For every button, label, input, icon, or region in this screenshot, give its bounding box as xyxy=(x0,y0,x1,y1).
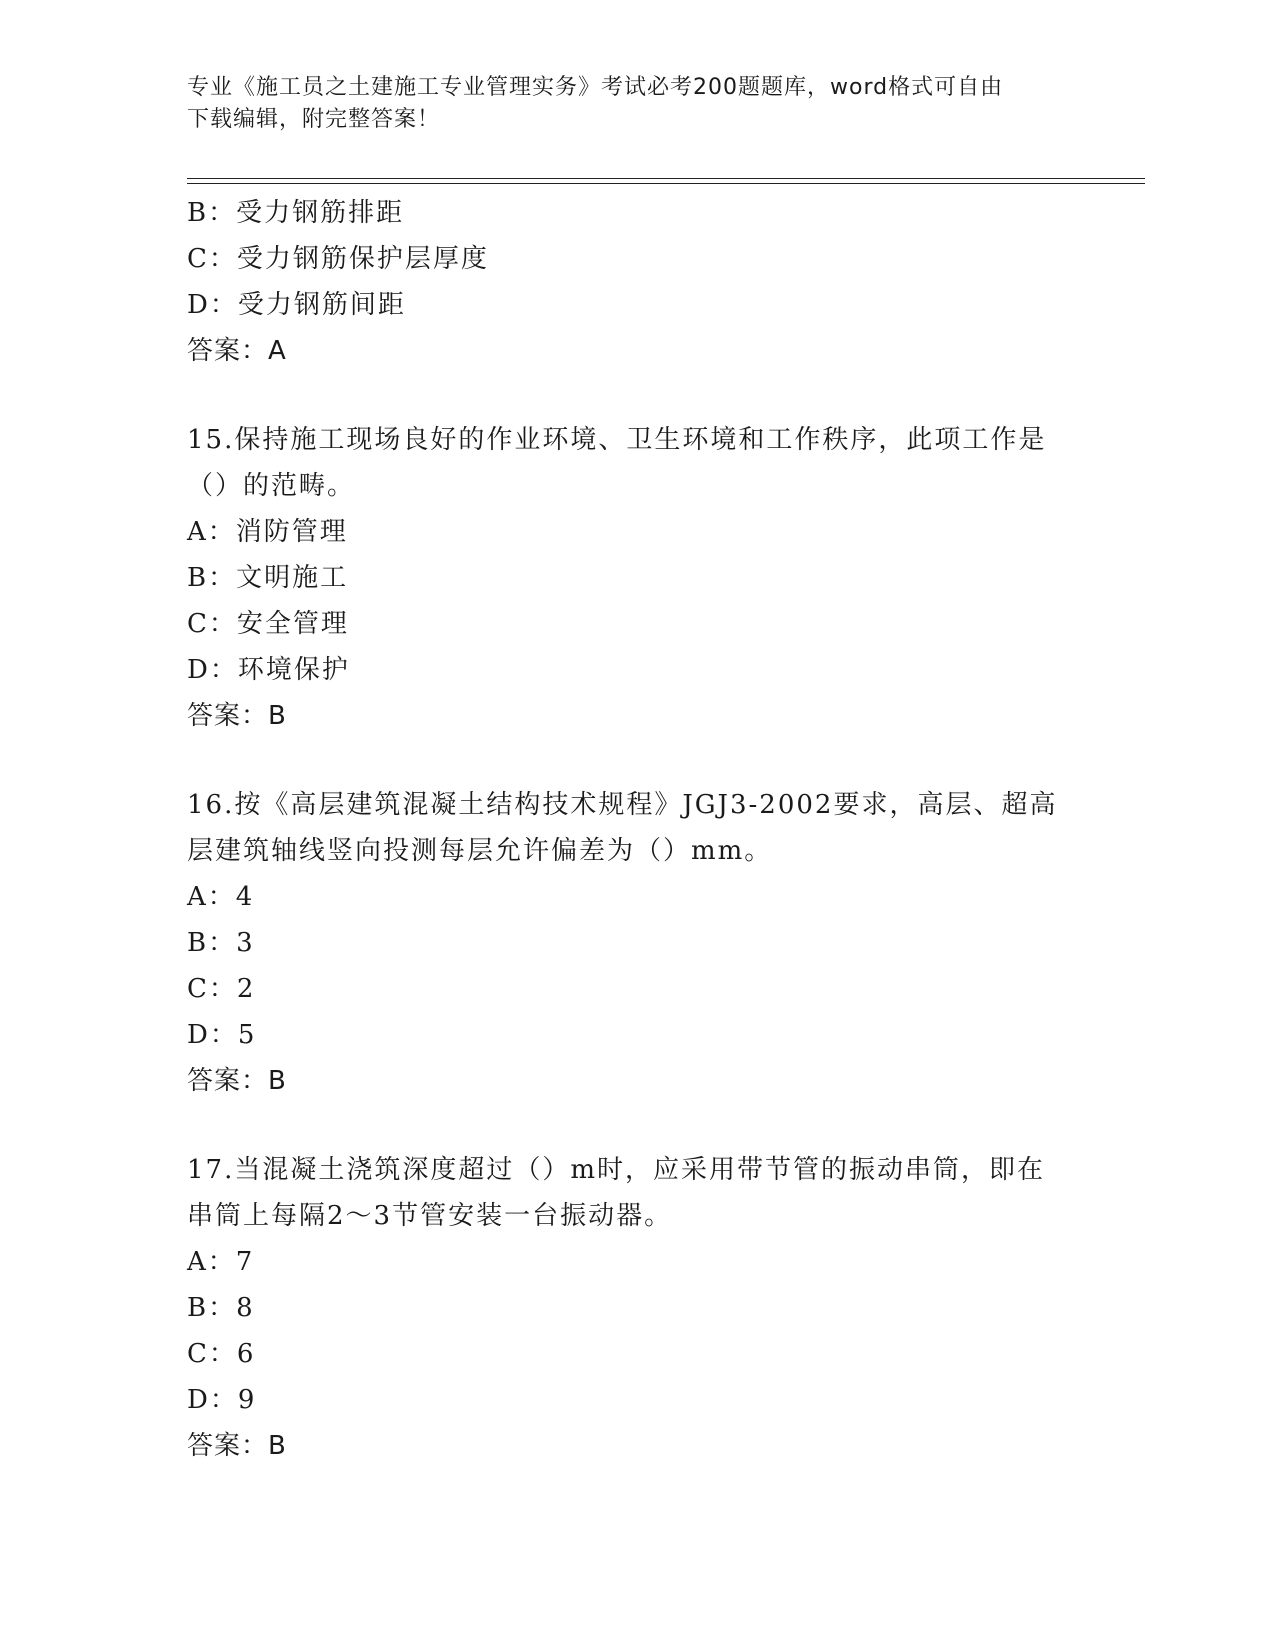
option-key: C： xyxy=(187,1339,237,1369)
question-text-line-2: 串筒上每隔2～3节管安装一台振动器。 xyxy=(187,1201,673,1231)
option-text: 安全管理 xyxy=(236,609,349,639)
option-d xyxy=(187,282,1087,328)
option-key: D： xyxy=(187,655,238,685)
option-key: B： xyxy=(187,563,237,593)
option-a xyxy=(187,1239,1087,1285)
option-c xyxy=(187,966,1087,1012)
option-key: C： xyxy=(187,974,237,1004)
option-text: 4 xyxy=(235,882,255,912)
option-text: 文明施工 xyxy=(236,563,349,593)
option-b xyxy=(187,190,1087,236)
option-b xyxy=(187,1285,1087,1331)
question-text-line-1: 16.按《高层建筑混凝土结构技术规程》JGJ3-2002要求，高层、超高 xyxy=(187,790,1058,820)
option-text: 5 xyxy=(237,1020,257,1050)
question-17-block xyxy=(187,1147,1087,1469)
option-key: D： xyxy=(187,1020,238,1050)
option-text: 受力钢筋间距 xyxy=(237,290,406,320)
option-key: B： xyxy=(187,928,237,958)
option-text: 受力钢筋排距 xyxy=(236,198,405,228)
option-text: 环境保护 xyxy=(237,655,350,685)
option-key: B： xyxy=(187,1293,237,1323)
option-a xyxy=(187,509,1087,555)
question-text-line-2: 层建筑轴线竖向投测每层允许偏差为（）mm。 xyxy=(187,836,773,866)
question-15-block xyxy=(187,417,1087,739)
option-c xyxy=(187,236,1087,282)
option-d xyxy=(187,647,1087,693)
question-prev-block xyxy=(187,190,1087,374)
option-key: D： xyxy=(187,1385,238,1415)
option-text: 6 xyxy=(236,1339,256,1369)
answer-line: 答案：B xyxy=(187,1431,287,1461)
answer-line: 答案：A xyxy=(187,336,287,366)
header-line-1: 专业《施工员之土建施工专业管理实务》考试必考200题题库，word格式可自由 xyxy=(187,75,1004,100)
option-text: 3 xyxy=(236,928,255,958)
option-d xyxy=(187,1377,1087,1423)
header-divider-top xyxy=(187,178,1145,179)
option-b xyxy=(187,920,1087,966)
option-d xyxy=(187,1012,1087,1058)
option-text: 7 xyxy=(235,1247,255,1277)
option-text: 9 xyxy=(237,1385,257,1415)
question-text-line-2: （）的范畴。 xyxy=(187,471,356,501)
option-key: D： xyxy=(187,290,238,320)
option-c xyxy=(187,1331,1087,1377)
option-b xyxy=(187,555,1087,601)
option-a xyxy=(187,874,1087,920)
option-text: 受力钢筋保护层厚度 xyxy=(236,244,489,274)
answer-line: 答案：B xyxy=(187,1066,287,1096)
option-key: C： xyxy=(187,244,237,274)
question-16-block xyxy=(187,782,1087,1104)
document-header xyxy=(187,72,1067,136)
option-text: 消防管理 xyxy=(235,517,348,547)
answer-line: 答案：B xyxy=(187,701,287,731)
header-divider-bottom xyxy=(187,183,1145,184)
option-text: 8 xyxy=(236,1293,255,1323)
question-text-line-1: 15.保持施工现场良好的作业环境、卫生环境和工作秩序，此项工作是 xyxy=(187,425,1047,455)
option-key: B： xyxy=(187,198,237,228)
option-key: A： xyxy=(187,517,236,547)
question-content xyxy=(187,190,1087,1469)
option-key: A： xyxy=(187,1247,236,1277)
option-text: 2 xyxy=(236,974,256,1004)
option-key: A： xyxy=(187,882,236,912)
option-key: C： xyxy=(187,609,237,639)
question-text-line-1: 17.当混凝土浇筑深度超过（）m时，应采用带节管的振动串筒，即在 xyxy=(187,1155,1046,1185)
option-c xyxy=(187,601,1087,647)
header-line-2: 下载编辑，附完整答案！ xyxy=(187,107,441,132)
